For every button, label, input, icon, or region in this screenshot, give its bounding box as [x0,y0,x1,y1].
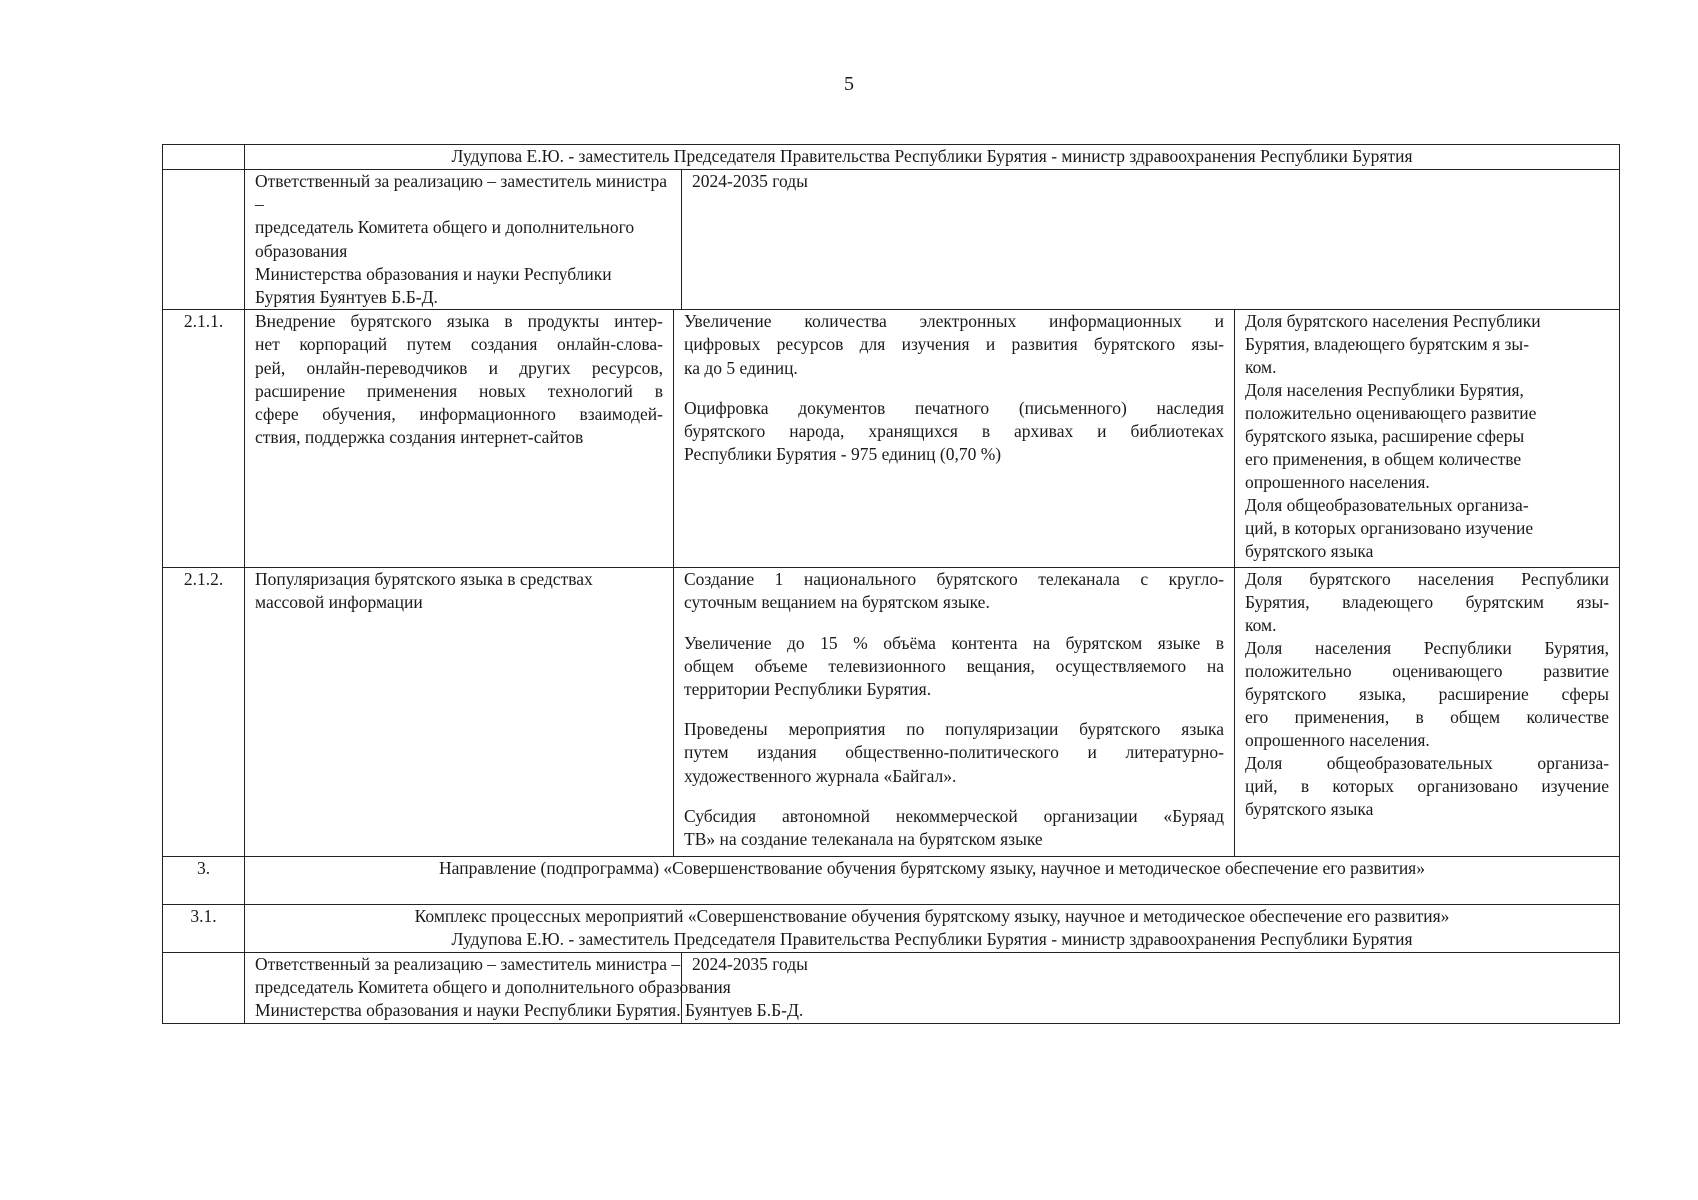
curator-line: Лудупова Е.Ю. - заместитель Председателя Правительства Республики Бурятия - министр здравоохранения Республики Бурятия [245,145,1620,170]
result-line: ТВ» на создание телеканала на бурятском языке [684,829,1043,850]
responsible-line: Ответственный за реализацию – заместитель министра – [255,171,667,215]
row-number-cell [163,952,245,1023]
row-number-cell [163,145,245,170]
complex-cell [245,905,1620,952]
task-line: рей, онлайн-переводчиков и других ресурсов, [255,357,663,378]
task-line: сфере обучения, информационного взаимодей- [255,404,663,425]
result-paragraph [684,568,1224,614]
task-cell [245,568,674,857]
responsible-line: Министерства образования и науки Республики Бурятия. Буянтуев Б.Б-Д. [255,1000,804,1021]
row-number: 2.1.1. [163,310,245,568]
indicator-line: опрошенного населения. [1245,730,1430,751]
indicator-line: Доля общеобразовательных организа- [1245,753,1610,774]
result-paragraph [684,310,1224,380]
result-line: Республики Бурятия - 975 единиц (0,70 %) [684,444,1002,465]
indicator-line: опрошенного населения. [1245,472,1430,493]
result-line: Увеличение количества электронных информационных и [684,311,1224,332]
row-number: 2.1.2. [163,568,245,857]
indicator-line: Доля бурятского населения Республики [1245,569,1610,590]
indicator-line: ций, в которых организовано изучение [1245,776,1610,797]
result-paragraph [684,805,1224,851]
indicator-line: положительно оценивающего развитие [1245,403,1537,424]
indicator-line: ций, в которых организовано изучение [1245,518,1534,539]
period-cell: 2024-2035 годы [682,170,1620,310]
result-line: суточным вещанием на бурятском языке. [684,592,990,613]
indicator-line: Бурятия, владеющего бурятским я зы- [1245,334,1530,355]
result-line: художественного журнала «Байгал». [684,765,957,786]
indicator-line: Доля общеобразовательных организа- [1245,495,1529,516]
responsible-line: председатель Комитета общего и дополнительного образования [255,976,731,997]
responsible-line: председатель Комитета общего и дополнительного образования [255,217,635,261]
indicator-line: положительно оценивающего развитие [1245,661,1610,682]
result-line: Увеличение до 15 % объёма контента на бурятском языке в [684,632,1224,653]
task-cell [245,310,674,568]
result-line: Создание 1 национального бурятского телеканала с кругло- [684,569,1224,590]
row-number-cell [163,170,245,310]
indicator-line: Доля населения Республики Бурятия, [1245,638,1610,659]
indicator-line: его применения, в общем количестве [1245,449,1522,470]
result-line: ка до 5 единиц. [684,357,798,378]
indicator-line: Бурятия, владеющего бурятским язы- [1245,592,1610,613]
direction-title: Направление (подпрограмма) «Совершенствование обучения бурятскому языку, научное и методическое обеспечение его развития» [245,857,1620,905]
period-cell: 2024-2035 годы [682,952,1620,1023]
table-row [163,170,1620,310]
indicator-line: его применения, в общем количестве [1245,707,1610,728]
complex-title: Комплекс процессных мероприятий «Совершенствование обучения бурятскому языку, научное и методическое обеспечение его развития» [414,906,1450,927]
table-row [163,857,1620,905]
indicator-line: ком. [1245,357,1277,378]
result-line: Оцифровка документов печатного (письменного) наследия [684,397,1224,418]
page-number: 5 [844,73,854,95]
task-line: Популяризация бурятского языка в средствах [255,569,593,590]
result-paragraph [684,718,1224,788]
result-paragraph [684,632,1224,702]
responsible-cell [245,170,682,310]
table-row [163,310,1620,568]
result-line: территории Республики Бурятия. [684,679,932,700]
task-line: нет корпораций путем создания онлайн-слова- [255,334,663,355]
row-number: 3. [163,857,245,905]
table-row [163,905,1620,952]
result-cell [674,310,1235,568]
program-table [162,144,1620,1024]
task-line: расширение применения новых технологий в [255,380,663,401]
responsible-line: Ответственный за реализацию – заместитель министра – [255,953,681,974]
table-row [163,952,1620,1023]
curator-line: Лудупова Е.Ю. - заместитель Председателя Правительства Республики Бурятия - министр здравоохранения Республики Бурятия [451,929,1413,950]
result-cell [674,568,1235,857]
result-line: общем объеме телевизионного вещания, осуществляемого на [684,655,1224,676]
responsible-line: Министерства образования и науки Республики Бурятия Буянтуев Б.Б-Д. [255,263,612,308]
table-row [163,568,1620,857]
indicator-line: Доля бурятского населения Республики [1245,311,1541,332]
indicator-line: ком. [1245,615,1277,636]
indicator-line: бурятского языка, расширение сферы [1245,684,1610,705]
indicator-line: Доля населения Республики Бурятия, [1245,380,1524,401]
result-line: цифровых ресурсов для изучения и развития бурятского язы- [684,334,1224,355]
indicator-line: бурятского языка [1245,799,1374,820]
task-line: массовой информации [255,592,423,613]
indicator-line: бурятского языка, расширение сферы [1245,426,1525,447]
result-paragraph [684,397,1224,467]
result-line: путем издания общественно-политического и литературно- [684,742,1224,763]
indicator-cell [1235,310,1620,568]
result-line: Субсидия автономной некоммерческой организации «Буряад [684,805,1224,826]
task-line: Внедрение бурятского языка в продукты интер- [255,311,663,332]
result-line: Проведены мероприятия по популяризации бурятского языка [684,719,1224,740]
indicator-cell [1235,568,1620,857]
table-row [163,145,1620,170]
row-number: 3.1. [163,905,245,952]
task-line: ствия, поддержка создания интернет-сайтов [255,427,584,448]
indicator-line: бурятского языка [1245,541,1374,562]
result-line: бурятского народа, хранящихся в архивах и библиотеках [684,421,1224,442]
